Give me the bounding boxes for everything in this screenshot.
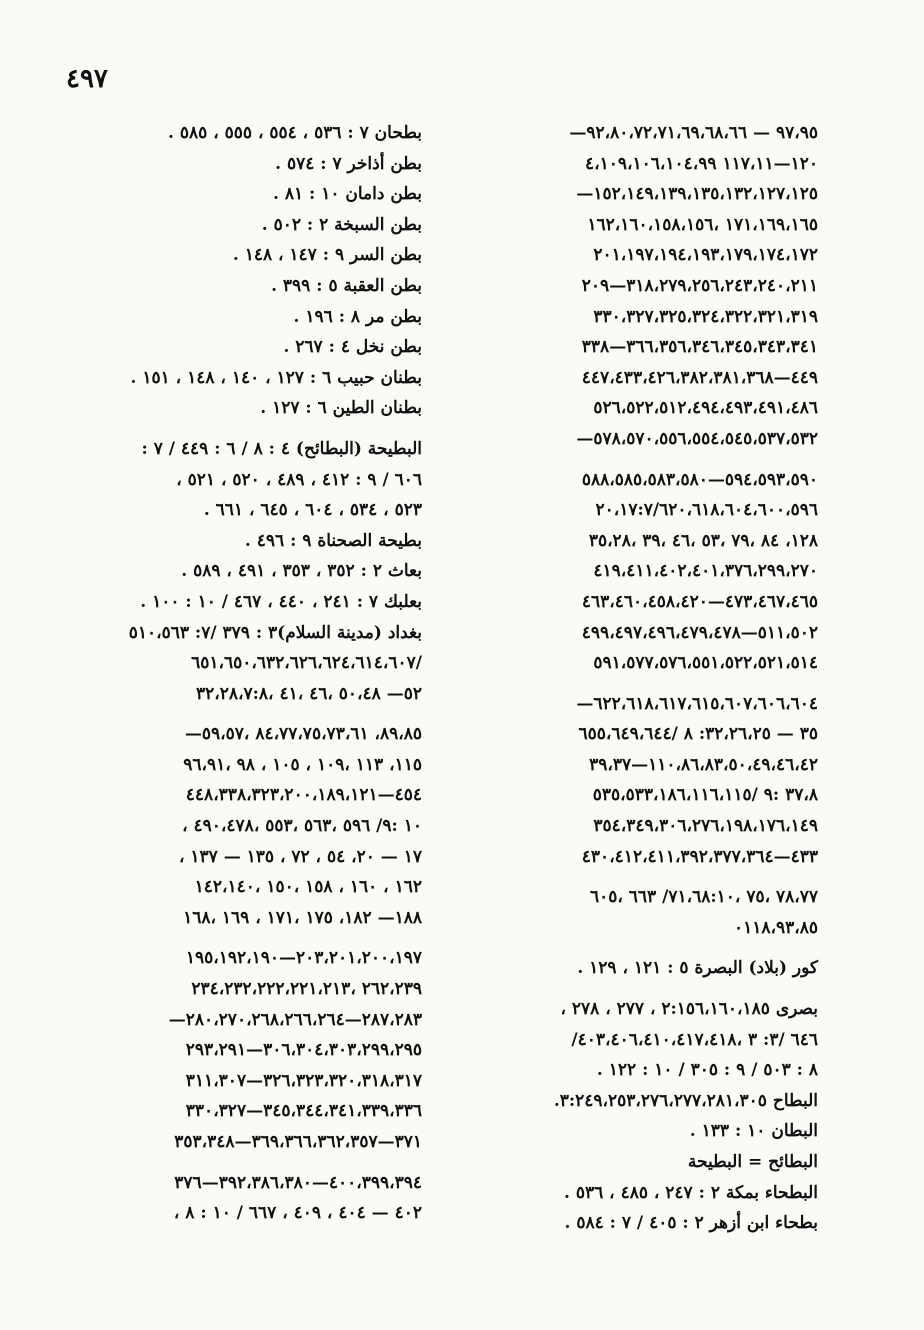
index-line: ١٢٠—١١٧،١١ ٤،١٠٩،١٠٦،١٠٤،٩٩ — [584, 153, 818, 174]
page-number: ٤٩٧ — [66, 64, 108, 94]
index-line: بغداد (مدينة السلام)٣ : ٣٧٩ /٧: ٥١٠،٥٦٣ — [128, 622, 422, 643]
index-line: ٤٣٣—٤٣٠،٤١٢،٤١١،٣٩٢،٣٧٧،٣٦٤ — [581, 846, 818, 867]
index-line: ١١٠،٨٦،٨٣،٥٠،٤٩،٤٦،٤٢—٣٩،٣٧ — [589, 754, 818, 775]
line-gap — [462, 984, 818, 994]
index-line: البطيحة (البطائح) ٤ : ٨ / ٦ : ٤٤٩ / ٧ : — [141, 438, 422, 459]
index-line: ٤٧٣،٤٦٧،٤٦٥—٤٦٣،٤٦٠،٤٥٨،٤٢٠ — [581, 591, 818, 612]
index-line: ٥٧٨،٥٧٠،٥٥٦،٥٥٤،٥٤٥،٥٣٧،٥٣٢— — [576, 428, 818, 449]
index-line: ٤٠٢ — ٤٠٤ ، ٤٠٩ ، ٦٦٧ / ١٠ : ٨ ، — [173, 1203, 422, 1224]
index-line: ١٨٨— ١٨٢، ١٧٥ ،١٧١ ، ١٦٩ ،١٦٨ — [183, 907, 422, 928]
index-line: بطحاء ابن أزهر ٢ : ٤٠٥ / ٧ : ٥٨٤ . — [564, 1213, 818, 1234]
line-gap — [66, 424, 422, 434]
line-gap — [462, 455, 818, 465]
index-line: بطنان حبيب ٦ : ١٢٧ ، ١٤٠ ، ١٤٨ ، ١٥١ . — [130, 367, 422, 388]
index-line: ٥٢— ٥٠،٤٨ ،٤٦ ،٤١ ،٣٢،٢٨،٧:٨ — [196, 683, 422, 704]
index-line: البطان ١٠ : ١٣٣ . — [689, 1121, 818, 1142]
index-line: بطن مر ٨ : ١٩٦ . — [293, 306, 422, 327]
index-line: ٣٣٠،٣٢٧،٣٢٥،٣٢٤،٣٢٢،٣٢١،٣١٩ — [593, 306, 818, 327]
index-line: ٦٢٢،٦١٨،٦١٧،٦١٥،٦٠٧،٦٠٦،٦٠٤— — [576, 693, 818, 714]
index-line: ٥١١،٥٠٢—٤٩٩،٤٩٧،٤٩٦،٤٧٩،٤٧٨ — [581, 622, 818, 643]
index-line: ٣٢٦،٣٢٣،٣٢٠،٣١٨،٣١٧—٣١١،٣٠٧ — [185, 1070, 422, 1091]
index-line: ٣٦٦،٣٥٦،٣٤٦،٣٤٥،٣٤٣،٣٤١—٣٣٨ — [581, 337, 818, 358]
index-line: ٢٨٧،٢٨٣—٢٨٠،٢٧٠،٢٦٨،٢٦٦،٢٦٤— — [168, 1009, 422, 1030]
index-line: ٤١٩،٤١١،٤٠٢،٤٠١،٣٧٦،٢٩٩،٢٧٠ — [593, 561, 818, 582]
index-line: ٨ : ٥٠٣ / ٩ : ٣٠٥ / ١٠ : ١٢٢ . — [596, 1060, 818, 1081]
index-line: ٢٦٢،٢٣٩ ،٢٣٤،٢٣٢،٢٢٢،٢٢١،٢١٣ — [191, 979, 422, 1000]
line-gap — [462, 679, 818, 689]
index-line: بعلبك ٧ : ٢٤١ ، ٤٤٠ ، ٤٦٧ / ١٠ : ١٠٠ . — [140, 591, 422, 612]
index-line: ٧٨،٧٧ ،٧٥ ،٧١،٦٨:١٠/ ٦٦٣ ،٦٠٥ — [589, 887, 818, 908]
line-gap — [66, 933, 422, 943]
index-line: ١٥٢،١٤٩،١٣٩،١٣٥،١٣٢،١٢٧،١٢٥— — [576, 184, 818, 205]
index-line: بعاث ٢ : ٣٥٢ ، ٣٥٣ ، ٤٩١ ، ٥٨٩ . — [181, 561, 422, 582]
index-line: بصرى ٢:١٥٦،١٦٠،١٨٥ ، ٢٧٧ ، ٢٧٨ ، — [560, 999, 818, 1020]
index-line: ٥٢٦،٥٢٢،٥١٢،٤٩٤،٤٩٣،٤٩١،٤٨٦ — [593, 398, 818, 419]
index-line: ٣٧،٨ :٩ /٥٣٥،٥٣٣،١٨٦،١١٦،١١٥ — [592, 785, 818, 806]
index-line: ٠١١٨،٩٣،٨٥ — [733, 917, 818, 938]
index-line: ٢٠،١٧:٧/٦٢٠،٦١٨،٦٠٤،٦٠٠،٥٩٦ — [595, 500, 818, 521]
index-line: بطن أذاخر ٧ : ٥٧٤ . — [275, 153, 422, 174]
index-line: ٦٠٦ / ٩ : ٤١٢ ، ٤٨٩ ، ٥٢٠ ، ٥٢١ ، — [176, 469, 422, 490]
index-line: ٣٧١—٣٦٩،٣٦٦،٣٦٢،٣٥٧—٣٥٣،٣٤٨ — [174, 1132, 422, 1152]
line-gap — [66, 1158, 422, 1168]
index-line: ٤٠٠،٣٩٩،٣٩٤—٣٩٢،٣٨٦،٣٨٠—٣٧٦ — [174, 1172, 422, 1193]
index-line: ٢٠١،١٩٧،١٩٤،١٩٣،١٧٩،١٧٤،١٧٢ — [593, 245, 818, 266]
index-column-left — [66, 118, 422, 1229]
index-line: ٦٤٦ /٣: ٣ ،٤٠٣،٤٠٦،٤١٠،٤١٧،٤١٨/ — [571, 1029, 818, 1050]
index-line: ٥٩١،٥٧٧،٥٧٦،٥٥١،٥٢٢،٥٢١،٥١٤ — [593, 653, 818, 674]
index-line: ٥٢٣ ، ٥٣٤ ، ٦٠٤ ، ٦٤٥ ، ٦٦١ . — [203, 500, 422, 521]
index-line: بطن السر ٩ : ١٤٧ ، ١٤٨ . — [232, 245, 422, 266]
index-line: ٣١٨،٢٧٩،٢٥٦،٢٤٣،٢٤٠،٢١١—٢٠٩ — [581, 275, 818, 296]
index-line: بطن دامان ١٠ : ٨١ . — [272, 184, 422, 205]
index-line: بطن السبخة ٢ : ٥٠٢ . — [261, 214, 422, 235]
index-line: ١٦٢ ، ١٦٠ ، ١٥٨ ،١٥٠ ،١٤٢،١٤٠ — [194, 877, 422, 898]
index-line: ٣٠٦،٣٠٤،٣٠٣،٢٩٩،٢٩٥—٢٩٣،٢٩١ — [185, 1040, 422, 1061]
index-line: كور (بلاد) البصرة ٥ : ١٢١ ، ١٢٩ . — [577, 958, 818, 979]
index-line: ١٧١،١٦٩،١٦٥ ،١٦٢،١٦٠،١٥٨،١٥٦ — [587, 214, 818, 235]
index-line: ١١٥، ١١٣ ،١٠٩ ، ١٠٥ ، ٩٨ ،٩٦،٩١ — [183, 754, 422, 775]
index-line: بطن نخل ٤ : ٢٦٧ . — [283, 337, 422, 358]
index-line: بطن العقبة ٥ : ٣٩٩ . — [271, 275, 422, 296]
index-line: ٥٩٤،٥٩٣،٥٩٠—٥٨٨،٥٨٥،٥٨٣،٥٨٠ — [581, 469, 818, 490]
index-column-right — [462, 118, 818, 1239]
index-line: البطحاء بمكة ٢ : ٢٤٧ ، ٤٨٥ ، ٥٣٦ . — [563, 1182, 818, 1203]
index-line: ٤٥٤—٤٤٨،٣٣٨،٣٢٣،٢٠٠،١٨٩،١٢١ — [185, 785, 422, 806]
index-line: البطائح = البطيحة — [687, 1152, 818, 1172]
index-line: بطحان ٧ : ٥٣٦ ، ٥٥٤ ، ٥٥٥ ، ٥٨٥ . — [168, 123, 422, 143]
index-line: ٣٥٤،٣٤٩،٣٠٦،٢٧٦،١٩٨،١٧٦،١٤٩ — [593, 816, 818, 837]
index-line: البطاح ٣:٢٤٩،٢٥٣،٢٧٦،٢٧٧،٢٨١،٣٠٥. — [553, 1090, 818, 1111]
index-line: ٢٠٣،٢٠١،٢٠٠،١٩٧—١٩٥،١٩٢،١٩٠ — [185, 948, 422, 969]
line-gap — [66, 709, 422, 719]
line-gap — [462, 872, 818, 882]
index-line: ١٠ :٩/ ٥٩٦ ،٥٦٣ ،٥٥٣ ،٤٩٠،٤٧٨ ، — [182, 816, 422, 837]
index-line: ٣٤٥،٣٤٤،٣٤١،٣٣٩،٣٣٦—٣٣٠،٣٢٧ — [185, 1101, 422, 1122]
index-line: بطيحة الصحناة ٩ : ٤٩٦ . — [244, 530, 422, 551]
index-line: ٣٥ — ٣٢،٢٦،٢٥: ٨ /٦٥٥،٦٤٩،٦٤٤ — [578, 724, 818, 745]
index-line: /٦٥١،٦٥٠،٦٣٢،٦٢٦،٦٢٤،٦١٤،٦٠٧ — [191, 653, 422, 674]
line-gap — [462, 943, 818, 953]
index-line: ١٧ — ٢٠، ٥٤ ، ٧٢ ، ١٣٥ — ١٣٧ ، — [178, 846, 422, 867]
index-line: ٤٤٩—٤٤٧،٤٣٣،٤٢٦،٣٨٢،٣٨١،٣٦٨ — [581, 367, 818, 388]
index-line: ٨٩،٨٥، ٨٤،٧٧،٧٥،٧٣،٦١ ،٥٩،٥٧— — [184, 724, 422, 745]
index-line: بطنان الطين ٦ : ١٢٧ . — [260, 398, 422, 419]
index-line: ١٢٨، ٨٤ ،٧٩ ،٥٣ ،٤٦ ،٣٩ ،٣٥،٢٨ — [588, 530, 818, 551]
index-line: ٩٧،٩٥ — ٩٢،٨٠،٧٢،٧١،٦٩،٦٨،٦٦— — [569, 123, 818, 143]
